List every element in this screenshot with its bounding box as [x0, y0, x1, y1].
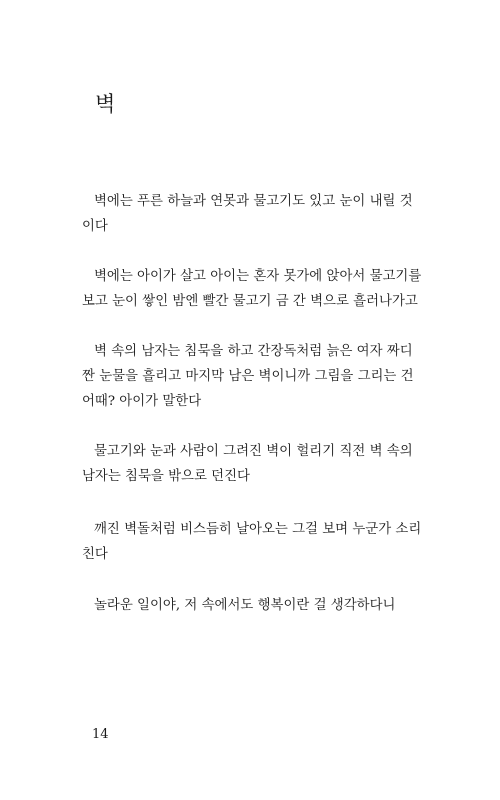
poem-line: 놀라운 일이야, 저 속에서도 행복이란 걸 생각하다니 — [94, 598, 396, 613]
poem-line: 남자는 침묵을 밖으로 던진다 — [82, 469, 250, 484]
poem-line: 이다 — [82, 219, 108, 234]
poem-stanza-5 — [82, 517, 422, 567]
poem-stanza-3 — [82, 339, 422, 414]
poem-line: 보고 눈이 쌓인 밤엔 빨간 물고기 금 간 벽으로 흘러나가고 — [82, 294, 418, 309]
poem-line: 짠 눈물을 흘리고 마지막 남은 벽이니까 그림을 그리는 건 — [82, 369, 414, 384]
poem-stanza-1 — [82, 189, 422, 239]
poem-line: 벽에는 푸른 하늘과 연못과 물고기도 있고 눈이 내릴 것 — [94, 194, 413, 209]
page-number: 14 — [92, 727, 109, 742]
poem-stanza-4 — [82, 439, 422, 489]
poem-line: 벽 속의 남자는 침묵을 하고 간장독처럼 늙은 여자 짜디 — [94, 344, 413, 359]
poem-stanza-6 — [82, 593, 422, 618]
poem-line: 친다 — [82, 547, 108, 562]
poem-line: 깨진 벽돌처럼 비스듬히 날아오는 그걸 보며 누군가 소리 — [94, 522, 422, 537]
poem-line: 벽에는 아이가 살고 아이는 혼자 못가에 앉아서 물고기를 — [94, 269, 422, 284]
poem-line: 물고기와 눈과 사람이 그려진 벽이 헐리기 직전 벽 속의 — [94, 444, 413, 459]
page-title: 벽 — [95, 92, 116, 116]
poem-line: 어때? 아이가 말한다 — [82, 394, 202, 409]
poem-stanza-2 — [82, 264, 422, 314]
